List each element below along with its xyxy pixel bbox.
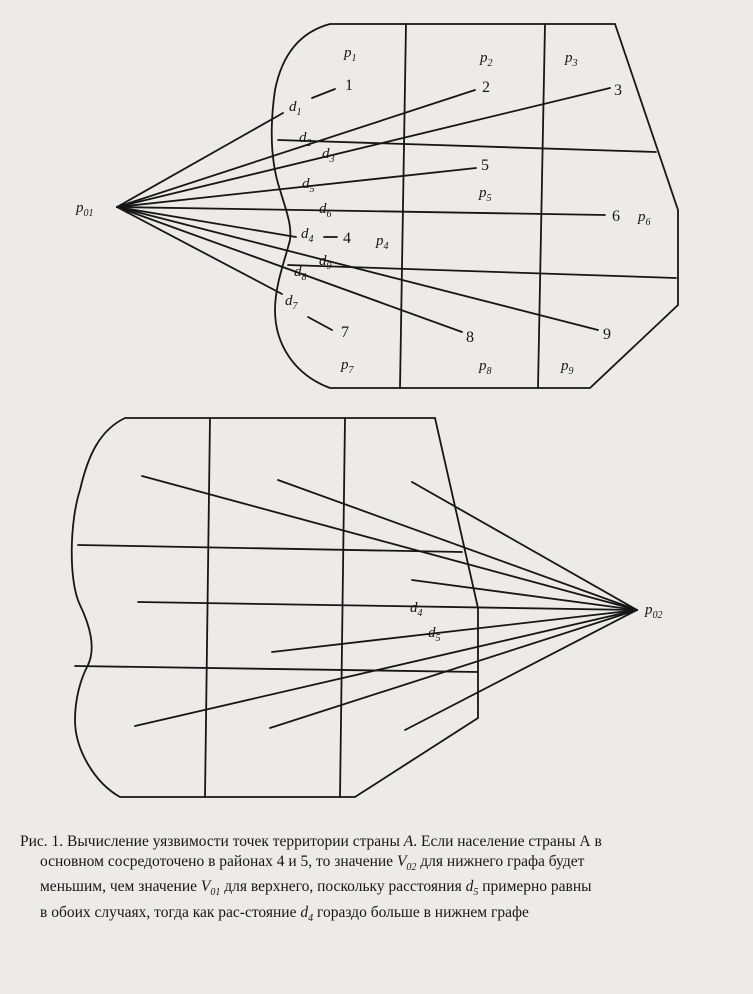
- origin-label-p02: $p_{02}$: [645, 602, 663, 621]
- district-label-p6: $p_6$: [638, 209, 651, 228]
- distance-label-d8: $d_8$: [294, 264, 307, 283]
- point-number-3: 3: [614, 82, 622, 99]
- top-grid-vertical-1: [400, 24, 406, 388]
- district-label-p7: $p_7$: [341, 357, 354, 376]
- bottom-grid-horizontal-2: [75, 666, 478, 672]
- origin-label-p01: $p_{01}$: [76, 200, 94, 219]
- distance-label-d2: $d_2$: [299, 130, 312, 149]
- distance-label-d3: $d_3$: [322, 146, 335, 165]
- point-number-5: 5: [481, 157, 489, 174]
- caption-line-1: Рис. 1. Вычисление уязвимости точек территории страны А. Если население страны А в: [20, 833, 602, 850]
- point-number-9: 9: [603, 326, 611, 343]
- caption-line-4: в обоих случаях, тогда как рас-стояние $d_4$ гораздо больше в нижнем графе: [40, 903, 529, 924]
- distance-label-d9: $d_9$: [319, 253, 332, 272]
- point-number-1: 1: [345, 77, 353, 94]
- distance-label-d5: $d_5$: [302, 176, 315, 195]
- bottom-distance-label-d4: $d_4$: [410, 600, 423, 619]
- point-number-6: 6: [612, 208, 620, 225]
- bottom-grid-horizontal-1: [78, 545, 462, 552]
- distance-label-d7: $d_7$: [285, 293, 298, 312]
- caption-line-3: меньшим, чем значение $V_{01}$ для верхнего, поскольку расстояния $d_5$ примерно равны: [40, 878, 592, 899]
- district-label-p8: $p_8$: [479, 358, 492, 377]
- district-label-p2: $p_2$: [480, 50, 493, 69]
- bottom-grid-vertical-2: [340, 418, 345, 797]
- caption-line-2: основном сосредоточено в районах 4 и 5, то значение $V_{02}$ для нижнего графа будет: [40, 852, 585, 873]
- connector-1: [312, 89, 335, 98]
- point-number-7: 7: [341, 324, 349, 341]
- figure-caption: [20, 832, 720, 928]
- bottom-rays: [135, 476, 637, 730]
- district-label-p4: $p_4$: [376, 233, 389, 252]
- top-grid-horizontal-1: [278, 140, 656, 152]
- top-territory-outline: [272, 24, 678, 388]
- top-grid-vertical-2: [538, 24, 545, 388]
- district-label-p9: $p_9$: [561, 358, 574, 377]
- connector-7: [308, 317, 332, 330]
- distance-label-d1: $d_1$: [289, 99, 302, 118]
- distance-label-d6: $d_6$: [319, 201, 332, 220]
- bottom-grid-vertical-1: [205, 418, 210, 797]
- district-label-p1: $p_1$: [344, 45, 357, 64]
- bottom-distance-label-d5: $d_5$: [428, 625, 441, 644]
- point-number-2: 2: [482, 79, 490, 96]
- district-label-p3: $p_3$: [565, 50, 578, 69]
- district-label-p5: $p_5$: [479, 185, 492, 204]
- point-number-8: 8: [466, 329, 474, 346]
- distance-label-d4: $d_4$: [301, 226, 314, 245]
- point-number-4: 4: [343, 230, 351, 247]
- top-rays: [117, 88, 610, 332]
- top-grid-horizontal-2: [288, 265, 676, 278]
